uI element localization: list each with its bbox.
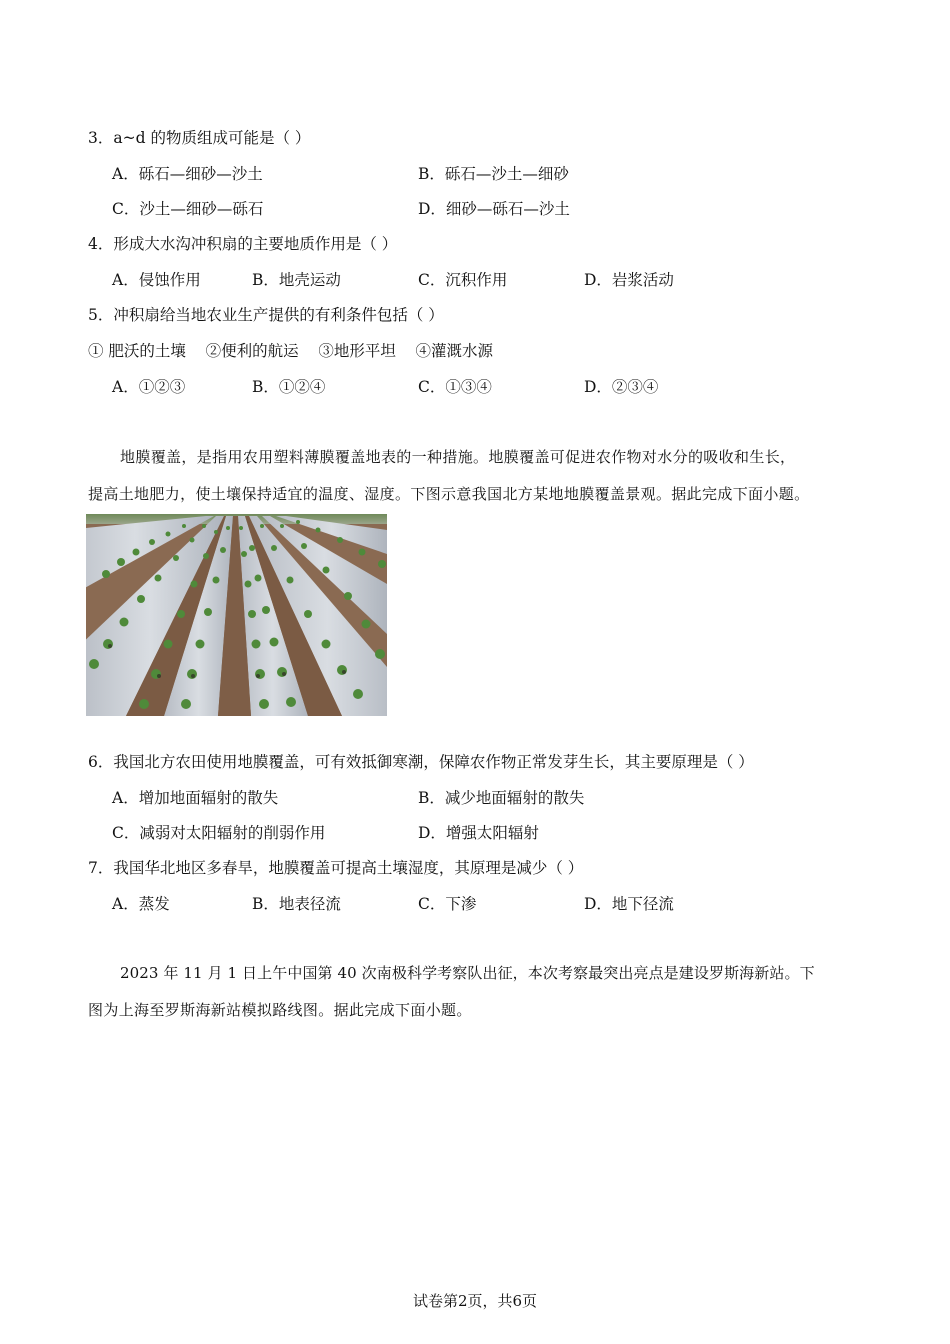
question-7-option-c: C．下渗 [418,895,477,913]
question-6-option-d: D．增强太阳辐射 [418,824,539,842]
question-5-option-a: A．①②③ [112,378,186,396]
question-4-option-b: B．地壳运动 [252,271,341,289]
question-7-option-a: A．蒸发 [112,895,170,913]
question-3-stem: 3．a~d 的物质组成可能是（ ） [88,129,311,147]
question-3-option-a: A．砾石—细砂—沙土 [112,165,263,183]
page-footer: 试卷第2页，共6页 [412,1292,538,1310]
question-3-option-c: C．沙土—细砂—砾石 [112,200,264,218]
question-4-option-c: C．沉积作用 [418,271,508,289]
passage-2-line-1: 2023 年 11 月 1 日上午中国第 40 次南极科学考察队出征，本次考察最突出亮点是建设罗斯海新站。下 [120,964,815,982]
question-3-option-b: B．砾石—沙土—细砂 [418,165,569,183]
question-4-option-a: A．侵蚀作用 [112,271,201,289]
question-7-option-d: D．地下径流 [584,895,674,913]
question-6-option-a: A．增加地面辐射的散失 [112,789,279,807]
question-4-option-d: D．岩浆活动 [584,271,674,289]
question-4-stem: 4．形成大水沟冲积扇的主要地质作用是（ ） [88,235,398,253]
question-7-stem: 7．我国华北地区多春旱，地膜覆盖可提高土壤湿度，其原理是减少（ ） [88,859,584,877]
question-5-option-b: B．①②④ [252,378,326,396]
mulch-film-field-image [86,514,387,716]
passage-1-line-2: 提高土地肥力，使土壤保持适宜的温度、湿度。下图示意我国北方某地地膜覆盖景观。据此完成下面小题。 [88,485,810,503]
passage-1-line-1: 地膜覆盖，是指用农用塑料薄膜覆盖地表的一种措施。地膜覆盖可促进农作物对水分的吸收和生长， [120,448,796,466]
passage-2-line-2: 图为上海至罗斯海新站模拟路线图。据此完成下面小题。 [88,1001,472,1019]
question-5-option-d: D．②③④ [584,378,659,396]
question-6-option-c: C．减弱对太阳辐射的削弱作用 [112,824,326,842]
question-7-option-b: B．地表径流 [252,895,341,913]
question-5-option-c: C．①③④ [418,378,492,396]
question-5-stem: 5．冲积扇给当地农业生产提供的有利条件包括（ ） [88,306,444,324]
question-3-option-d: D．细砂—砾石—沙土 [418,200,570,218]
question-5-statements: ① 肥沃的土壤 ②便利的航运 ③地形平坦 ④灌溉水源 [88,342,494,360]
question-6-stem: 6．我国北方农田使用地膜覆盖，可有效抵御寒潮，保障农作物正常发芽生长，其主要原理是（ ） [88,753,754,771]
question-6-option-b: B．减少地面辐射的散失 [418,789,585,807]
mulch-film-field-photo [86,514,387,716]
